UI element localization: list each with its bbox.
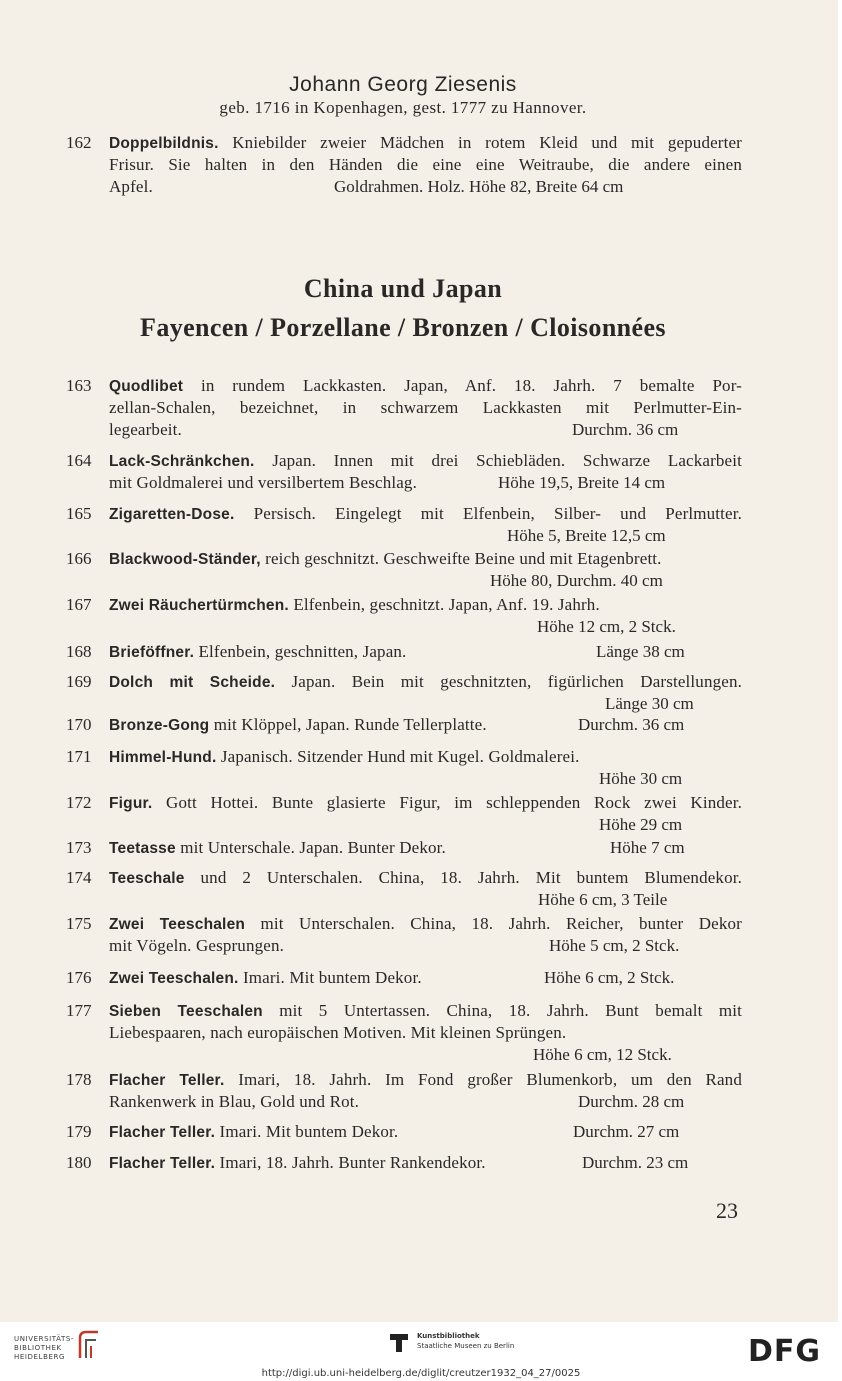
entry-dimensions: Höhe 5, Breite 12,5 cm — [507, 526, 666, 545]
dfg-logo: DFG — [748, 1334, 822, 1369]
entry-number: 166 — [66, 549, 92, 568]
entry-number: 171 — [66, 747, 92, 766]
entry-line: Himmel-Hund. Japanisch. Sitzender Hund mit Kugel. Goldmalerei. — [109, 747, 580, 766]
entry-title: Zigaretten-Dose. — [109, 506, 235, 523]
entry-title: Flacher Teller. — [109, 1124, 216, 1141]
entry-title: Lack-Schränkchen. — [109, 453, 255, 470]
entry-dimensions: Länge 38 cm — [596, 642, 685, 661]
entry-line: Zwei Räuchertürmchen. Elfenbein, geschnitzt. Japan, Anf. 19. Jahrh. — [109, 595, 600, 614]
entry-number: 168 — [66, 642, 92, 661]
entry-dimensions: Höhe 80, Durchm. 40 cm — [490, 571, 663, 590]
entry-number: 164 — [66, 451, 92, 470]
entry-number: 177 — [66, 1001, 92, 1020]
entry-number: 163 — [66, 376, 92, 395]
entry-number: 169 — [66, 672, 92, 691]
entry-line: Apfel. — [109, 177, 153, 196]
entry-line: Bronze-Gong mit Klöppel, Japan. Runde Tellerplatte. — [109, 715, 487, 734]
entry-number: 175 — [66, 914, 92, 933]
entry-title: Zwei Räuchertürmchen. — [109, 597, 289, 614]
entry-number: 172 — [66, 793, 92, 812]
entry-line: Dolch mit Scheide. Japan. Bein mit geschnitzten, figürlichen Darstellungen. — [109, 672, 742, 691]
entry-line: mit Goldmalerei und versilbertem Beschlag. — [109, 473, 417, 492]
university-library-name: UNIVERSITÄTS- BIBLIOTHEK HEIDELBERG — [14, 1335, 75, 1361]
entry-dimensions: Höhe 29 cm — [599, 815, 683, 834]
kunstbibliothek-label: Kunstbibliothek Staatliche Museen zu Berlin — [417, 1332, 515, 1350]
entry-title: Zwei Teeschalen — [109, 916, 246, 933]
footer-bar — [0, 1322, 842, 1381]
entry-line: Rankenwerk in Blau, Gold und Rot. — [109, 1092, 360, 1111]
entry-line: Teeschale und 2 Unterschalen. China, 18. Jahrh. Mit buntem Blumendekor. — [109, 868, 742, 887]
entry-number: 180 — [66, 1153, 92, 1172]
entry-line: Frisur. Sie halten in den Händen die eine eine Weitraube, die andere einen — [109, 155, 742, 174]
entry-line: Sieben Teeschalen mit 5 Untertassen. China, 18. Jahrh. Bunt bemalt mit — [109, 1001, 742, 1020]
entry-dimensions: Länge 30 cm — [605, 694, 694, 713]
entry-title: Flacher Teller. — [109, 1155, 216, 1172]
entry-dimensions: Höhe 5 cm, 2 Stck. — [549, 936, 680, 955]
entry-title: Zwei Teeschalen. — [109, 970, 239, 987]
kunstbibliothek-logo-icon — [390, 1332, 412, 1354]
entry-title: Himmel-Hund. — [109, 749, 217, 766]
entry-line: Brieföffner. Elfenbein, geschnitten, Japan. — [109, 642, 407, 661]
entry-dimensions: Höhe 12 cm, 2 Stck. — [537, 617, 676, 636]
page-number: 23 — [716, 1198, 738, 1223]
entry-line: Zwei Teeschalen. Imari. Mit buntem Dekor. — [109, 968, 422, 987]
entry-number: 170 — [66, 715, 92, 734]
entry-dimensions: Höhe 19,5, Breite 14 cm — [498, 473, 666, 492]
artist-life-dates: geb. 1716 in Kopenhagen, gest. 1777 zu Hannover. — [219, 98, 587, 117]
entry-dimensions: Durchm. 28 cm — [578, 1092, 685, 1111]
entry-line: Flacher Teller. Imari, 18. Jahrh. Im Fond großer Blumenkorb, um den Rand — [109, 1070, 742, 1089]
entry-title: Flacher Teller. — [109, 1072, 225, 1089]
entry-line: Flacher Teller. Imari, 18. Jahrh. Bunter Rankendekor. — [109, 1153, 486, 1172]
entry-dimensions: Durchm. 23 cm — [582, 1153, 689, 1172]
entry-number: 167 — [66, 595, 92, 614]
section-subtitle: Fayencen / Porzellane / Bronzen / Cloisonnées — [140, 313, 666, 342]
entry-title: Sieben Teeschalen — [109, 1003, 263, 1020]
entry-number: 173 — [66, 838, 92, 857]
entry-dimensions: Goldrahmen. Holz. Höhe 82, Breite 64 cm — [334, 177, 624, 196]
entry-title: Blackwood-Ständer, — [109, 551, 261, 568]
entry-line: Blackwood-Ständer, reich geschnitzt. Geschweifte Beine und mit Etagenbrett. — [109, 549, 662, 568]
entry-line: legearbeit. — [109, 420, 182, 439]
entry-title: Quodlibet — [109, 378, 184, 395]
entry-title: Bronze-Gong — [109, 717, 210, 734]
entry-title: Dolch mit Scheide. — [109, 674, 276, 691]
entry-line: zellan-Schalen, bezeichnet, in schwarzem Lackkasten mit Perlmutter-Ein- — [109, 398, 742, 417]
entry-dimensions: Höhe 7 cm — [610, 838, 685, 857]
entry-line: Quodlibet in rundem Lackkasten. Japan, Anf. 18. Jahrh. 7 bemalte Por- — [109, 376, 742, 395]
artist-name: Johann Georg Ziesenis — [289, 73, 517, 96]
entry-dimensions: Durchm. 36 cm — [572, 420, 679, 439]
entry-title: Figur. — [109, 795, 153, 812]
entry-title: Doppelbildnis. — [109, 135, 219, 152]
entry-line: Figur. Gott Hottei. Bunte glasierte Figur, im schleppenden Rock zwei Kinder. — [109, 793, 742, 812]
entry-number: 176 — [66, 968, 92, 987]
entry-line: Liebespaaren, nach europäischen Motiven. Mit kleinen Sprüngen. — [109, 1023, 567, 1042]
entry-line: Zigaretten-Dose. Persisch. Eingelegt mit Elfenbein, Silber- und Perlmutter. — [109, 504, 742, 523]
entry-line: Zwei Teeschalen mit Unterschalen. China, 18. Jahrh. Reicher, bunter Dekor — [109, 914, 742, 933]
entry-number: 174 — [66, 868, 92, 887]
entry-dimensions: Höhe 6 cm, 2 Stck. — [544, 968, 675, 987]
entry-line: Lack-Schränkchen. Japan. Innen mit drei Schiebläden. Schwarze Lackarbeit — [109, 451, 742, 470]
university-logo-icon — [76, 1328, 102, 1362]
entry-dimensions: Höhe 30 cm — [599, 769, 683, 788]
entry-dimensions: Durchm. 36 cm — [578, 715, 685, 734]
source-url[interactable]: http://digi.ub.uni-heidelberg.de/diglit/creutzer1932_04_27/0025 — [261, 1368, 581, 1379]
entry-line: mit Vögeln. Gesprungen. — [109, 936, 285, 955]
entry-line: Teetasse mit Unterschale. Japan. Bunter Dekor. — [109, 838, 446, 857]
entry-line: Doppelbildnis. Kniebilder zweier Mädchen in rotem Kleid und mit gepuderter — [109, 133, 742, 152]
entry-dimensions: Höhe 6 cm, 3 Teile — [538, 890, 668, 909]
entry-dimensions: Durchm. 27 cm — [573, 1122, 680, 1141]
entry-number: 165 — [66, 504, 92, 523]
entry-line: Flacher Teller. Imari. Mit buntem Dekor. — [109, 1122, 399, 1141]
entry-title: Brieföffner. — [109, 644, 195, 661]
entry-dimensions: Höhe 6 cm, 12 Stck. — [533, 1045, 672, 1064]
section-title: China und Japan — [303, 274, 503, 303]
entry-title: Teeschale — [109, 870, 185, 887]
entry-number: 178 — [66, 1070, 92, 1089]
entry-title: Teetasse — [109, 840, 176, 857]
entry-number: 179 — [66, 1122, 92, 1141]
entry-number: 162 — [66, 133, 92, 152]
